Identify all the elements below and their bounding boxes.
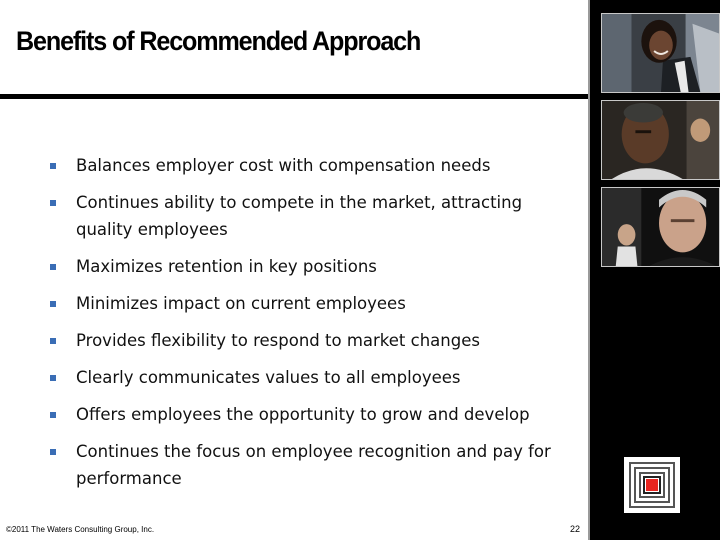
bullet-square-icon xyxy=(50,301,56,307)
list-item xyxy=(50,438,580,492)
bullet-text: Offers employees the opportunity to grow and develop xyxy=(76,405,530,424)
list-item xyxy=(50,253,580,280)
title-underline xyxy=(0,94,588,99)
bullet-square-icon xyxy=(50,264,56,270)
list-item xyxy=(50,364,580,391)
bullet-text: Clearly communicates values to all employees xyxy=(76,368,461,387)
smiling-woman-photo xyxy=(601,13,720,93)
gray-haired-man-photo xyxy=(601,187,720,267)
bullet-square-icon xyxy=(50,338,56,344)
bullet-square-icon xyxy=(50,412,56,418)
bullet-text: Balances employer cost with compensation needs xyxy=(76,156,491,175)
list-item xyxy=(50,327,580,354)
panel-divider xyxy=(588,0,590,540)
logo-red-square xyxy=(646,479,658,491)
list-item xyxy=(50,189,580,243)
bullet-square-icon xyxy=(50,375,56,381)
bullet-text: Continues ability to compete in the market, attracting quality employees xyxy=(76,193,523,239)
bullet-square-icon xyxy=(50,200,56,206)
list-item xyxy=(50,152,580,179)
page-number: 22 xyxy=(570,524,581,534)
list-item xyxy=(50,401,580,428)
bullet-text: Minimizes impact on current employees xyxy=(76,294,406,313)
slide-title: Benefits of Recommended Approach xyxy=(16,26,421,56)
copyright-footer: ©2011 The Waters Consulting Group, Inc. xyxy=(6,525,155,534)
concentric-squares-logo xyxy=(624,457,680,513)
bullet-text: Maximizes retention in key positions xyxy=(76,257,377,276)
bullet-text: Provides flexibility to respond to market changes xyxy=(76,331,480,350)
bullet-square-icon xyxy=(50,449,56,455)
bullet-square-icon xyxy=(50,163,56,169)
bullet-text: Continues the focus on employee recognition and pay for performance xyxy=(76,442,551,488)
list-item xyxy=(50,290,580,317)
man-portrait-photo xyxy=(601,100,720,180)
